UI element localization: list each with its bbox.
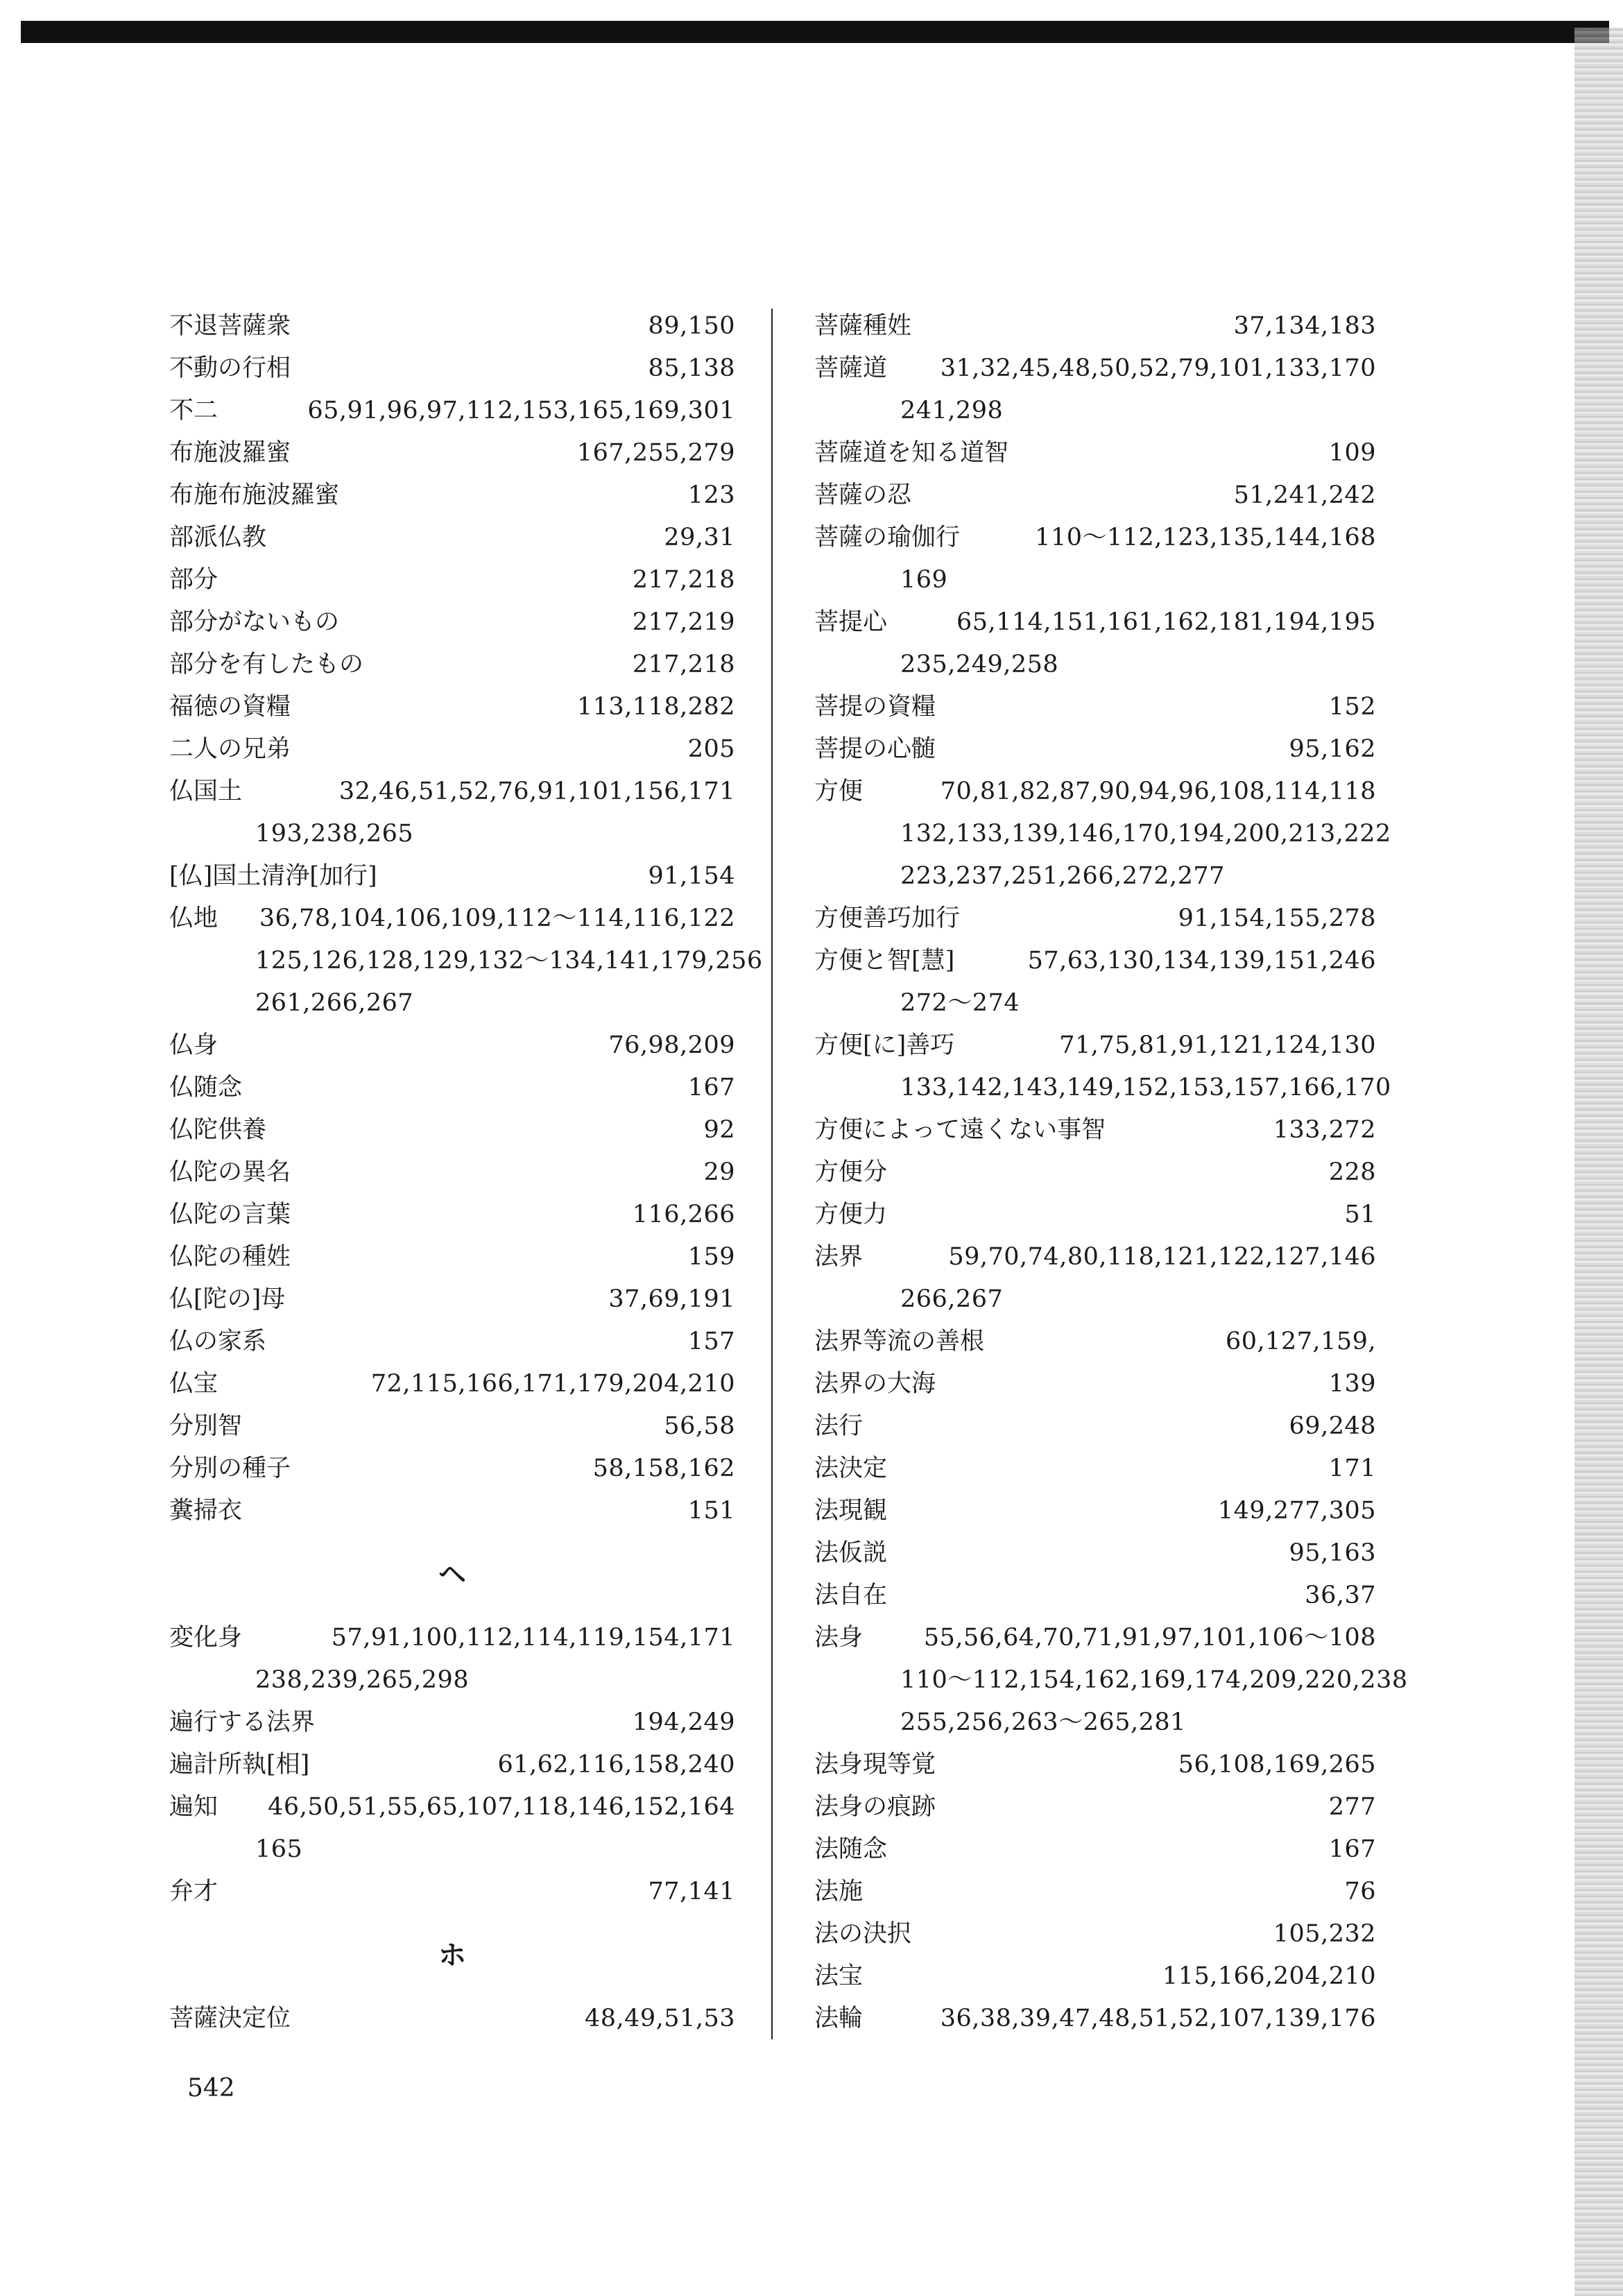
page-references: 169	[900, 566, 948, 594]
index-entry	[169, 1109, 735, 1151]
index-entry-continuation	[169, 813, 735, 855]
index-entry-continuation	[814, 855, 1376, 898]
index-entry	[814, 348, 1376, 390]
index-term: 法界	[814, 1243, 864, 1271]
index-term: 分別の種子	[169, 1455, 291, 1482]
index-entry	[169, 898, 735, 940]
index-term: 遍行する法界	[169, 1708, 316, 1736]
index-term: 福徳の資糧	[169, 693, 291, 721]
index-term: 仏[陀の]母	[169, 1285, 286, 1313]
index-entry	[814, 1786, 1376, 1828]
index-entry	[814, 1490, 1376, 1532]
index-term: 法現観	[814, 1497, 888, 1525]
index-term: 仏宝	[169, 1370, 218, 1398]
index-column-right	[814, 305, 1408, 2040]
index-entry	[169, 1702, 735, 1744]
page-references: 55,56,64,70,71,91,97,101,106～108	[923, 1624, 1376, 1652]
index-entry-continuation	[814, 1067, 1391, 1109]
index-entry	[814, 1532, 1376, 1575]
index-term: 菩薩道を知る道智	[814, 439, 1009, 467]
page-references: 58,158,162	[592, 1455, 735, 1482]
index-entry	[169, 1617, 735, 1659]
index-entry	[169, 1363, 735, 1405]
index-entry	[169, 1194, 735, 1236]
page-references: 91,154	[648, 862, 735, 890]
index-entry	[814, 1448, 1376, 1490]
page-references: 123	[687, 481, 735, 509]
index-entry	[814, 1405, 1376, 1448]
index-term: 仏随念	[169, 1074, 243, 1102]
index-entry	[814, 898, 1376, 940]
page-references: 125,126,128,129,132～134,141,179,256	[255, 947, 763, 975]
index-term: 法自在	[814, 1582, 888, 1609]
index-entry	[169, 1151, 735, 1194]
index-entry	[814, 474, 1376, 517]
index-entry	[169, 1998, 735, 2040]
index-entry	[169, 474, 735, 517]
index-entry	[169, 644, 735, 686]
index-entry	[814, 1575, 1376, 1617]
page-references: 77,141	[648, 1878, 735, 1905]
index-entry	[169, 348, 735, 390]
index-term: 仏陀供養	[169, 1116, 267, 1144]
page-references: 167	[1328, 1835, 1376, 1863]
index-entry	[814, 1109, 1376, 1151]
index-term: 菩提の資糧	[814, 693, 936, 721]
scan-top-edge	[21, 21, 1609, 43]
page-references: 238,239,265,298	[255, 1666, 470, 1694]
page-references: 71,75,81,91,121,124,130	[1059, 1031, 1376, 1059]
index-entry	[169, 771, 735, 813]
index-term: 不動の行相	[169, 354, 291, 382]
page-references: 193,238,265	[255, 820, 414, 848]
page-references: 37,134,183	[1233, 312, 1376, 340]
index-term: 仏身	[169, 1031, 218, 1059]
index-entry	[814, 601, 1376, 644]
index-term: 法宝	[814, 1962, 864, 1990]
index-entry	[814, 1744, 1376, 1786]
index-entry	[169, 601, 735, 644]
page-references: 133,142,143,149,152,153,157,166,170	[900, 1074, 1391, 1102]
page-references: 65,114,151,161,162,181,194,195	[956, 608, 1376, 636]
index-term: 部分がないもの	[169, 608, 340, 636]
index-entry-continuation	[169, 1828, 735, 1871]
index-entry	[814, 728, 1376, 771]
index-term: 法身の痕跡	[814, 1793, 936, 1821]
index-entry	[814, 1913, 1376, 1955]
index-entry	[814, 1828, 1376, 1871]
index-entry	[814, 1194, 1376, 1236]
page-references: 223,237,251,266,272,277	[900, 862, 1225, 890]
page-references: 113,118,282	[576, 693, 735, 721]
page-references: 194,249	[632, 1708, 735, 1736]
index-entry-continuation	[169, 1659, 735, 1702]
index-entry	[814, 1321, 1376, 1363]
page-references: 261,266,267	[255, 989, 414, 1017]
page-references: 217,218	[632, 651, 735, 678]
page-references: 56,108,169,265	[1178, 1751, 1376, 1779]
page-references: 217,219	[632, 608, 735, 636]
page-references: 60,127,159,	[1225, 1328, 1376, 1355]
page-references: 217,218	[632, 566, 735, 594]
index-entry	[169, 1025, 735, 1067]
index-term: 菩薩の忍	[814, 481, 912, 509]
index-entry	[814, 1363, 1376, 1405]
index-term: 法施	[814, 1878, 864, 1905]
index-term: 遍計所執[相]	[169, 1751, 310, 1779]
index-entry	[814, 771, 1376, 813]
index-entry	[169, 390, 735, 432]
page-references: 59,70,74,80,118,121,122,127,146	[948, 1243, 1376, 1271]
index-entry	[814, 1617, 1376, 1659]
index-entry-continuation	[814, 1659, 1408, 1702]
index-entry	[814, 1236, 1376, 1278]
page-references: 255,256,263～265,281	[900, 1708, 1186, 1736]
index-entry-continuation	[814, 1278, 1376, 1321]
index-term: 変化身	[169, 1624, 243, 1652]
page-references: 76	[1344, 1878, 1376, 1905]
index-term: 方便と智[慧]	[814, 947, 955, 975]
index-entry-continuation	[814, 559, 1376, 601]
page-references: 151	[687, 1497, 735, 1525]
page-references: 159	[687, 1243, 735, 1271]
index-entry-continuation	[814, 390, 1376, 432]
index-term: 布施布施波羅蜜	[169, 481, 340, 509]
page-references: 29,31	[664, 524, 735, 551]
index-term: 法輪	[814, 2005, 864, 2032]
index-term: 方便力	[814, 1201, 888, 1228]
page-references: 95,163	[1289, 1539, 1376, 1567]
index-entry	[169, 1405, 735, 1448]
index-entry	[169, 1236, 735, 1278]
page-references: 57,63,130,134,139,151,246	[1027, 947, 1376, 975]
index-entry	[814, 1151, 1376, 1194]
index-term: 仏陀の言葉	[169, 1201, 291, 1228]
page-references: 132,133,139,146,170,194,200,213,222	[900, 820, 1391, 848]
index-term: 法決定	[814, 1455, 888, 1482]
column-divider	[771, 309, 773, 2039]
page-references: 37,69,191	[608, 1285, 735, 1313]
page-references: 116,266	[632, 1201, 735, 1228]
page-references: 272～274	[900, 989, 1020, 1017]
index-term: 法の決択	[814, 1920, 912, 1948]
page-references: 92	[703, 1116, 735, 1144]
index-term: 布施波羅蜜	[169, 439, 291, 467]
index-entry	[169, 1786, 735, 1828]
page-references: 70,81,82,87,90,94,96,108,114,118	[940, 778, 1376, 805]
page-references: 235,249,258	[900, 651, 1059, 678]
index-entry	[814, 686, 1376, 728]
page-references: 48,49,51,53	[584, 2005, 735, 2032]
page-references: 139	[1328, 1370, 1376, 1398]
page-references: 167,255,279	[576, 439, 735, 467]
page-references: 133,272	[1273, 1116, 1376, 1144]
index-term: 方便[に]善巧	[814, 1031, 955, 1059]
page-references: 110～112,154,162,169,174,209,220,238	[900, 1666, 1408, 1694]
index-term: 菩薩の瑜伽行	[814, 524, 961, 551]
page-references: 109	[1328, 439, 1376, 467]
index-entry	[814, 305, 1376, 348]
index-term: 菩薩道	[814, 354, 888, 382]
page-references: 76,98,209	[608, 1031, 735, 1059]
index-term: 菩提の心髄	[814, 735, 936, 763]
scan-right-edge	[1574, 28, 1623, 2296]
index-entry	[814, 1871, 1376, 1913]
index-term: 部分を有したもの	[169, 651, 364, 678]
index-entry	[814, 517, 1376, 559]
index-term: 菩薩決定位	[169, 2005, 291, 2032]
index-term: 法随念	[814, 1835, 888, 1863]
index-entry-continuation	[814, 982, 1376, 1025]
index-term: 法身	[814, 1624, 864, 1652]
page-references: 91,154,155,278	[1178, 905, 1376, 932]
index-term: 不退菩薩衆	[169, 312, 291, 340]
page-references: 165	[255, 1835, 303, 1863]
page-references: 228	[1328, 1158, 1376, 1186]
index-term: 菩提心	[814, 608, 888, 636]
index-term: 法行	[814, 1412, 864, 1440]
index-term: 糞掃衣	[169, 1497, 243, 1525]
index-term: 不二	[169, 397, 218, 425]
page-references: 105,232	[1273, 1920, 1376, 1948]
index-entry	[169, 686, 735, 728]
index-entry	[169, 1321, 735, 1363]
index-entry	[169, 855, 735, 898]
page-references: 36,38,39,47,48,51,52,107,139,176	[940, 2005, 1376, 2032]
page-references: 36,37	[1305, 1582, 1376, 1609]
page-references: 277	[1328, 1793, 1376, 1821]
index-term: 法仮説	[814, 1539, 888, 1567]
index-term: 部分	[169, 566, 218, 594]
page-references: 31,32,45,48,50,52,79,101,133,170	[940, 354, 1376, 382]
index-term: 法界の大海	[814, 1370, 936, 1398]
page-references: 152	[1328, 693, 1376, 721]
index-term: 仏の家系	[169, 1328, 267, 1355]
index-term: 部派仏教	[169, 524, 267, 551]
index-entry	[814, 1955, 1376, 1998]
page-references: 29	[703, 1158, 735, 1186]
page-references: 167	[687, 1074, 735, 1102]
page-references: 149,277,305	[1217, 1497, 1376, 1525]
index-term: 仏国土	[169, 778, 243, 805]
index-term: 分別智	[169, 1412, 243, 1440]
index-entry-continuation	[814, 644, 1376, 686]
page-references: 89,150	[648, 312, 735, 340]
page-number: 542	[187, 2074, 235, 2102]
index-entry-continuation	[169, 940, 763, 982]
index-entry	[169, 432, 735, 474]
index-term: 二人の兄弟	[169, 735, 291, 763]
page-references: 51	[1344, 1201, 1376, 1228]
page-references: 205	[687, 735, 735, 763]
page-references: 157	[687, 1328, 735, 1355]
page-references: 65,91,96,97,112,153,165,169,301	[307, 397, 735, 425]
index-entry	[169, 1448, 735, 1490]
index-entry	[814, 432, 1376, 474]
page-references: 95,162	[1289, 735, 1376, 763]
page-references: 57,91,100,112,114,119,154,171	[331, 1624, 735, 1652]
page-references: 32,46,51,52,76,91,101,156,171	[338, 778, 735, 805]
index-entry	[169, 1490, 735, 1532]
index-column-left	[169, 305, 763, 2040]
index-term: 遍知	[169, 1793, 218, 1821]
index-term: 法身現等覚	[814, 1751, 936, 1779]
index-term: 仏陀の異名	[169, 1158, 291, 1186]
page-references: 61,62,116,158,240	[497, 1751, 735, 1779]
index-term: 方便善巧加行	[814, 905, 961, 932]
index-entry	[169, 728, 735, 771]
index-entry	[169, 517, 735, 559]
page-references: 46,50,51,55,65,107,118,146,152,164	[268, 1793, 735, 1821]
index-entry	[169, 1871, 735, 1913]
index-entry	[169, 1067, 735, 1109]
index-entry	[169, 559, 735, 601]
page-references: 56,58	[664, 1412, 735, 1440]
section-heading: ホ	[438, 1939, 466, 1971]
page-references: 85,138	[648, 354, 735, 382]
index-term: 法界等流の善根	[814, 1328, 985, 1355]
page-references: 72,115,166,171,179,204,210	[370, 1370, 735, 1398]
index-term: [仏]国土清浄[加行]	[169, 862, 377, 890]
page-references: 266,267	[900, 1285, 1004, 1313]
index-entry	[814, 1025, 1376, 1067]
page-references: 36,78,104,106,109,112～114,116,122	[259, 905, 735, 932]
index-term: 仏陀の種姓	[169, 1243, 291, 1271]
page-references: 51,241,242	[1233, 481, 1376, 509]
index-entry	[169, 305, 735, 348]
page-references: 171	[1328, 1455, 1376, 1482]
index-term: 方便によって遠くない事智	[814, 1116, 1106, 1144]
section-heading: ヘ	[438, 1559, 466, 1591]
index-entry	[814, 1998, 1376, 2040]
index-term: 菩薩種姓	[814, 312, 912, 340]
index-entry	[814, 940, 1376, 982]
index-term: 方便	[814, 778, 864, 805]
index-term: 仏地	[169, 905, 218, 932]
index-entry-continuation	[814, 813, 1391, 855]
index-entry	[169, 1278, 735, 1321]
index-term: 弁才	[169, 1878, 218, 1905]
index-entry-continuation	[814, 1702, 1376, 1744]
index-term: 方便分	[814, 1158, 888, 1186]
page-references: 69,248	[1289, 1412, 1376, 1440]
page-references: 110～112,123,135,144,168	[1035, 524, 1376, 551]
page-references: 115,166,204,210	[1162, 1962, 1376, 1990]
index-entry-continuation	[169, 982, 735, 1025]
index-entry	[169, 1744, 735, 1786]
page-references: 241,298	[900, 397, 1004, 425]
